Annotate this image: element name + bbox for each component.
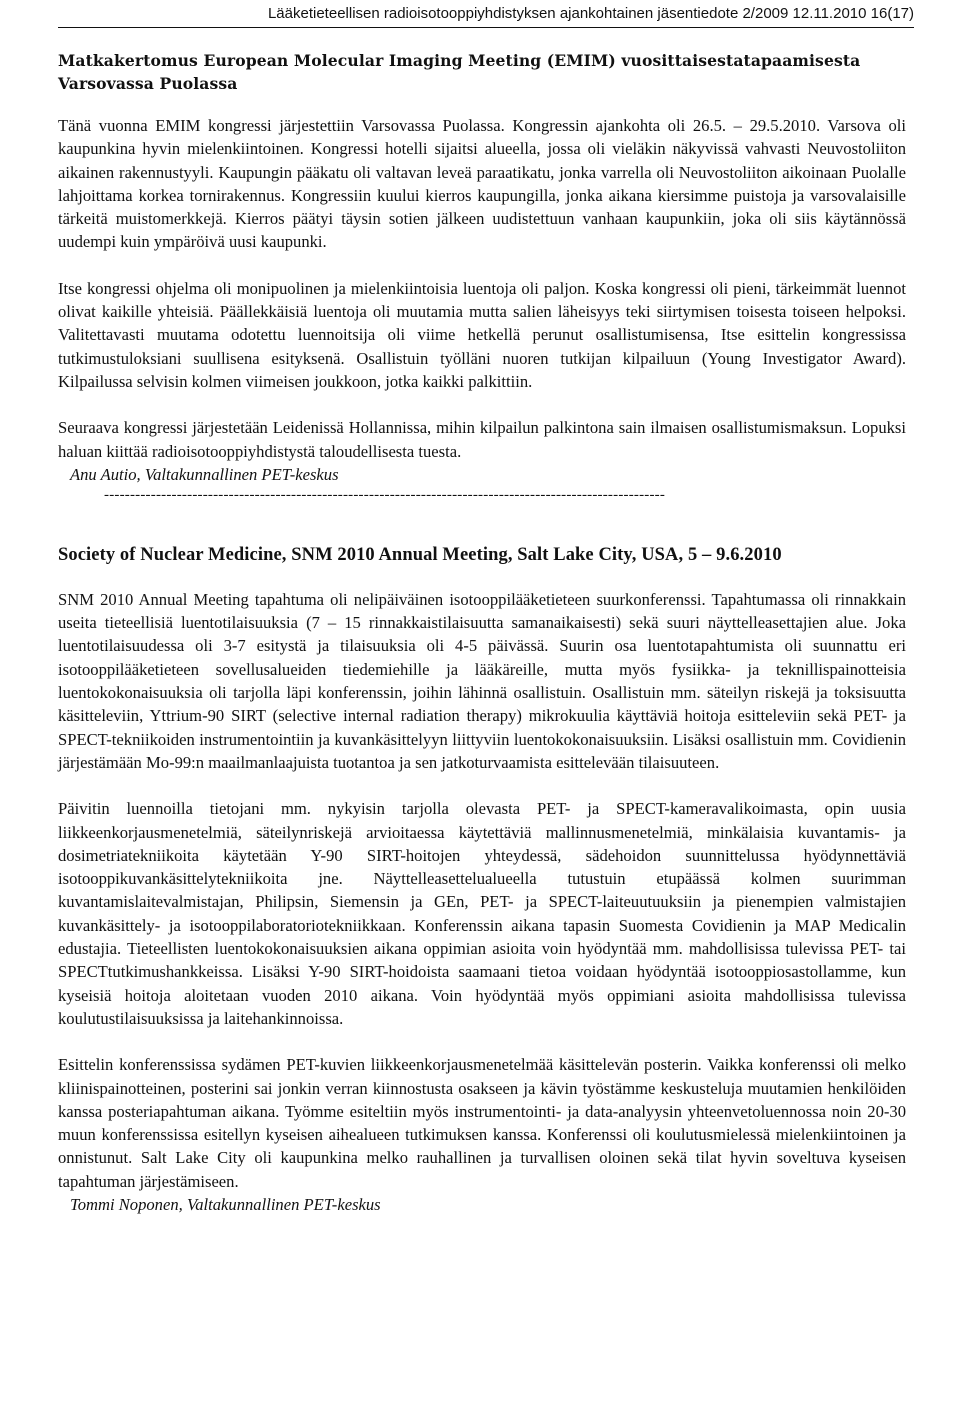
author-signature-snm: Tommi Noponen, Valtakunnallinen PET-keskus xyxy=(70,1194,381,1214)
section-title-snm: Society of Nuclear Medicine, SNM 2010 Annual Meeting, Salt Lake City, USA, 5 – 9.6.2010 xyxy=(58,544,782,565)
section-separator: ------------------------------------------------------------------------------------------------------------ xyxy=(104,486,666,503)
running-header: Lääketieteellisen radioisotooppiyhdistyksen ajankohtainen jäsentiedote 2/2009 12.11.2010 16(17) xyxy=(58,0,914,28)
document-page xyxy=(58,0,914,1216)
paragraph-snm-3: Esittelin konferenssissa sydämen PET-kuvien liikkeenkorjausmenetelmää käsittelevän posterin. Vaikka konferenssi oli melko kliinispainotteinen, posterini sai jonkin verran kiinnostusta osakseen ja kävin työstämme keskusteluja muutamien henkilöiden kanssa posteriapahtuman aikana. Työmme esiteltiin myös instrumentointi- ja data-analyysin yhteenvetoluennossa noin 20-30 muun konferenssissa esitellyn kyseisen aihealueen tutkimuksen kanssa. Konferenssi oli koulutusmielessä mielenkiintoinen ja onnistunut. Salt Lake City oli kaupunkina melko rauhallinen ja turvallisen oloinen sekä tilat hyvin soveltuva kyseisen tapahtuman järjestämiseen. xyxy=(58,1055,906,1191)
paragraph-emim-3: Seuraava kongressi järjestetään Leidenissä Hollannissa, mihin kilpailun palkintona sain ilmaisen osallistumismaksun. Lopuksi haluan kiittää radioisotooppiyhdistystä taloudellisesta tuesta. xyxy=(58,418,906,461)
paragraph-snm-2: Päivitin luennoilla tietojani mm. nykyisin tarjolla olevasta PET- ja SPECT-kameravalikoimasta, opin uusia liikkeenkorjausmenetelmiä, säteilynriskejä arvioitaessa käytettäviä mallinnusmenetelmiä, minkälaisia kuvantamis- ja dosimetriatekniikoita käytetään Y-90 SIRT-hoitojen yhteydessä, sädehoidon suunnittelussa hyödynnettäviä isotooppikuvankäsittelytekniikoita jne. Näyttelleasettelualueella tutustuin etupäässä kolmen suurimman kuvantamislaitevalmistajan, Philipsin, Siemensin ja GEn, PET- ja SPECT-laiteuutuuksiin ja pienempien valmistajien kuvankäsittely- ja isotooppilaboratoriotekniikkaan. Konferenssin aikana tapasin Suomesta Covidienin ja MAP Medicalin edustajia. Tieteellisten luentokokonaisuuksien aikana oppimian asioita voin hyödyntää mm. mahdollisissa tulevissa PET- tai SPECTtutkimushankkeissa. Lisäksi Y-90 SIRT-hoidoista saamaani tietoa voidaan hyödyntää isotooppiosastollamme, kun kyseisiä hoitoja aloitetaan vuoden 2010 aikana. Voin hyödyntää myös oppimiani asioita mahdollisissa tulevissa koulutustilaisuuksissa ja laitehankinnoissa. xyxy=(58,799,906,1028)
author-signature-emim: Anu Autio, Valtakunnallinen PET-keskus xyxy=(70,464,339,484)
paragraph-emim-1: Tänä vuonna EMIM kongressi järjestettiin Varsovassa Puolassa. Kongressin ajankohta oli 26.5. – 29.5.2010. Varsova oli kaupunkina hyvin mielenkiintoinen. Kongressi hotelli sijaitsi alueella, jossa oli vieläkin näkyvissä vahvasti Neuvostoliiton aikainen rakennustyyli. Kaupungin pääkatu oli valtavan leveä paraatikatu, jonka varrella oli Neuvostoliiton aikoinaan Puolalle lahjoittama korkea tornirakennus. Kongressiin kuului kierros kaupungilla, jonka aikana kiersimme puistoja ja varsovalaisille tärkeitä muistomerkkejä. Kierros päätyi täysin sotien jälkeen uudistettuun vanhaan kaupunkiin, joka oli siis käytännössä uudempi kuin ympäröivä uusi kaupunki. xyxy=(58,116,906,252)
paragraph-emim-2: Itse kongressi ohjelma oli monipuolinen ja mielenkiintoisia luentoja oli paljon. Koska kongressi oli pieni, tärkeimmät luennot olivat kaikille yhteisiä. Päällekkäisiä luentoja oli muutamia mutta salien läheisyys teki siirtymisen toisesta toiseen helpoksi. Valitettavasti muutama odotettu luennoitsija oli viime hetkellä perunut osallistumisensa, Itse esittelin kongressissa tutkimustuloksiani suullisena esityksenä. Osallistuin työlläni nuoren tutkijan kilpailuun (Young Investigator Award). Kilpailussa selvisin kolmen viimeisen joukkoon, jotka kaikki palkittiin. xyxy=(58,278,906,391)
paragraph-snm-1: SNM 2010 Annual Meeting tapahtuma oli nelipäiväinen isotooppilääketieteen suurkonferenssi. Tapahtumassa oli rinnakkain useita tieteellisiä luentotilaisuuksia (7 – 15 rinnakkaistilaisuutta samanaikaisesti) sekä suuri näyttelleasettajien alue. Joka luentotilaisuudessa oli 3-7 esitystä ja tilaisuuksia oli 4-5 päivässä. Suurin osa luentotapahtumista oli suunnattu eri isotooppilääketieteen sovellusalueiden tiedemiehille ja lääkäreille, mutta myös fysiikka- ja teknillispainotteisia luentokokonaisuuksia oli tarjolla läpi konferenssin, joihin lähinnä osallistuin. Osallistuin mm. säteilyn riskejä ja toksisuutta käsitteleviin, Yttrium-90 SIRT (selective internal radiation therapy) mikrokuulia käyttäviä hoitoja esitteleviin sekä PET- ja SPECT-tekniikoiden instrumentointiin ja kuvankäsittelyyn liittyviin luentokokonaisuuksiin. Lisäksi osallistuin mm. Covidienin järjestämään Mo-99:n maailmanlaajuista tuotantoa ja sen jatkoturvaamista esittelevään tilaisuuteen. xyxy=(58,589,906,772)
section-title-emim: Matkakertomus European Molecular Imaging Meeting (EMIM) vuosittaisestatapaamisesta Varsovassa Puolassa xyxy=(58,51,861,93)
